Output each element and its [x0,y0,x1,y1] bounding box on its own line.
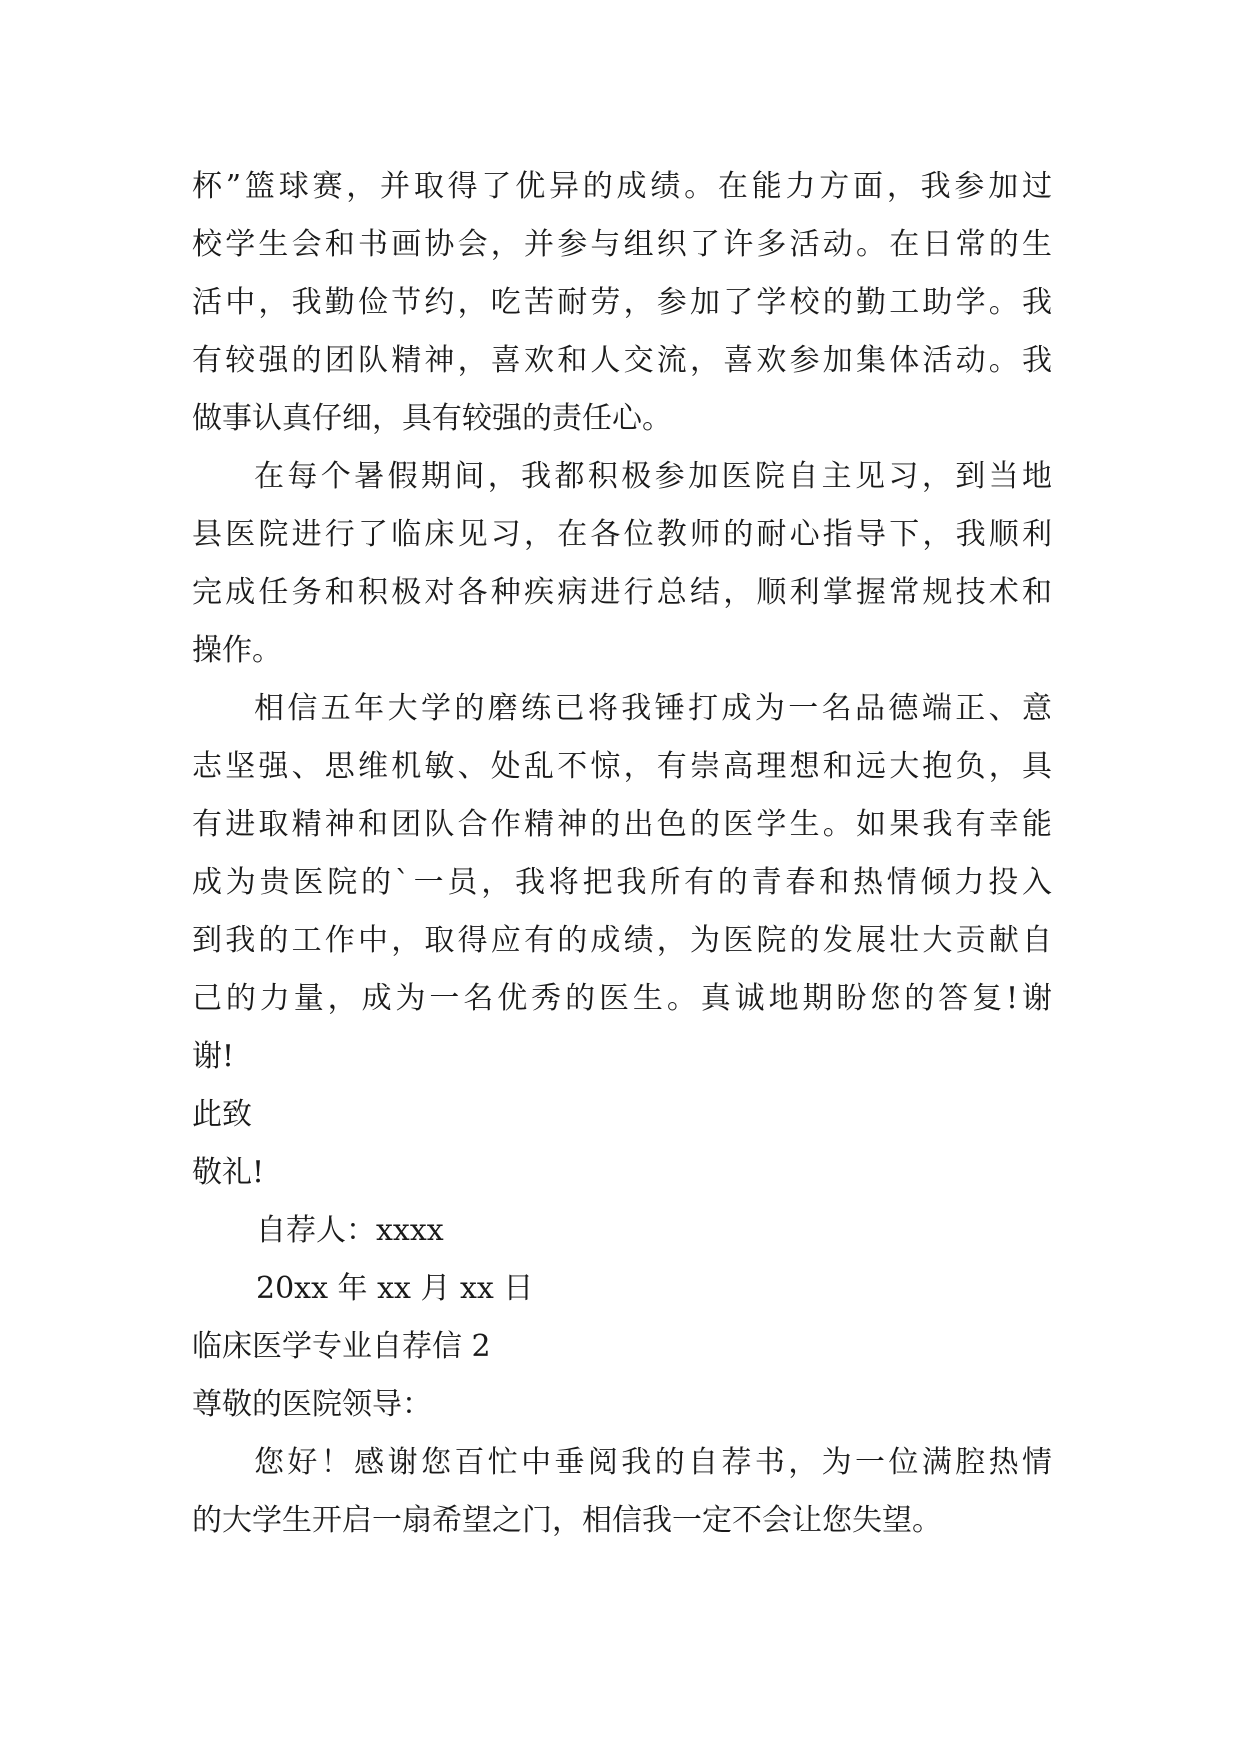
text-line: 的大学生开启一扇希望之门，相信我一定不会让您失望。 [192,1503,942,1538]
closing-block [192,1086,1052,1318]
salutation-line: 此致 [192,1097,252,1132]
text-line: 己的力量，成为一名优秀的医生。真诚地期盼您的答复!谢 [192,981,1052,1016]
signer-line: 自荐人：xxxx [256,1213,444,1248]
text-line: 您好！感谢您百忙中垂阅我的自荐书，为一位满腔热情 [254,1445,1052,1480]
paragraph-aspiration [192,680,1052,1086]
text-line: 志坚强、思维机敏、处乱不惊，有崇高理想和远大抱负，具 [192,749,1052,784]
text-line: 在每个暑假期间，我都积极参加医院自主见习，到当地 [254,459,1052,494]
text-line: 成为贵医院的`一员，我将把我所有的青春和热情倾力投入 [192,865,1052,900]
text-line: 做事认真仔细，具有较强的责任心。 [192,401,672,436]
text-line: 有进取精神和团队合作精神的出色的医学生。如果我有幸能 [192,807,1052,842]
text-line: 谢! [192,1039,235,1074]
text-line: 活中，我勤俭节约，吃苦耐劳，参加了学校的勤工助学。我 [192,285,1052,320]
text-line: 有较强的团队精神，喜欢和人交流，喜欢参加集体活动。我 [192,343,1052,378]
letter-2 [192,1318,1052,1550]
date-line: 20xx 年 xx 月 xx 日 [256,1271,534,1306]
text-line: 到我的工作中，取得应有的成绩，为医院的发展壮大贡献自 [192,923,1052,958]
letter-title: 临床医学专业自荐信 2 [192,1329,491,1364]
text-line: 相信五年大学的磨练已将我锤打成为一名品德端正、意 [254,691,1052,726]
salutation-line: 敬礼! [192,1155,265,1190]
text-line: 县医院进行了临床见习，在各位教师的耐心指导下，我顺利 [192,517,1052,552]
paragraph-internship [192,448,1052,680]
document-page [192,158,1052,1550]
text-line: 校学生会和书画协会，并参与组织了许多活动。在日常的生 [192,227,1052,262]
text-line: 操作。 [192,633,282,668]
text-line: 完成任务和积极对各种疾病进行总结，顺利掌握常规技术和 [192,575,1052,610]
greeting-line: 尊敬的医院领导： [192,1387,432,1422]
paragraph-abilities [192,158,1052,448]
text-line: 杯”篮球赛，并取得了优异的成绩。在能力方面，我参加过 [192,169,1052,204]
